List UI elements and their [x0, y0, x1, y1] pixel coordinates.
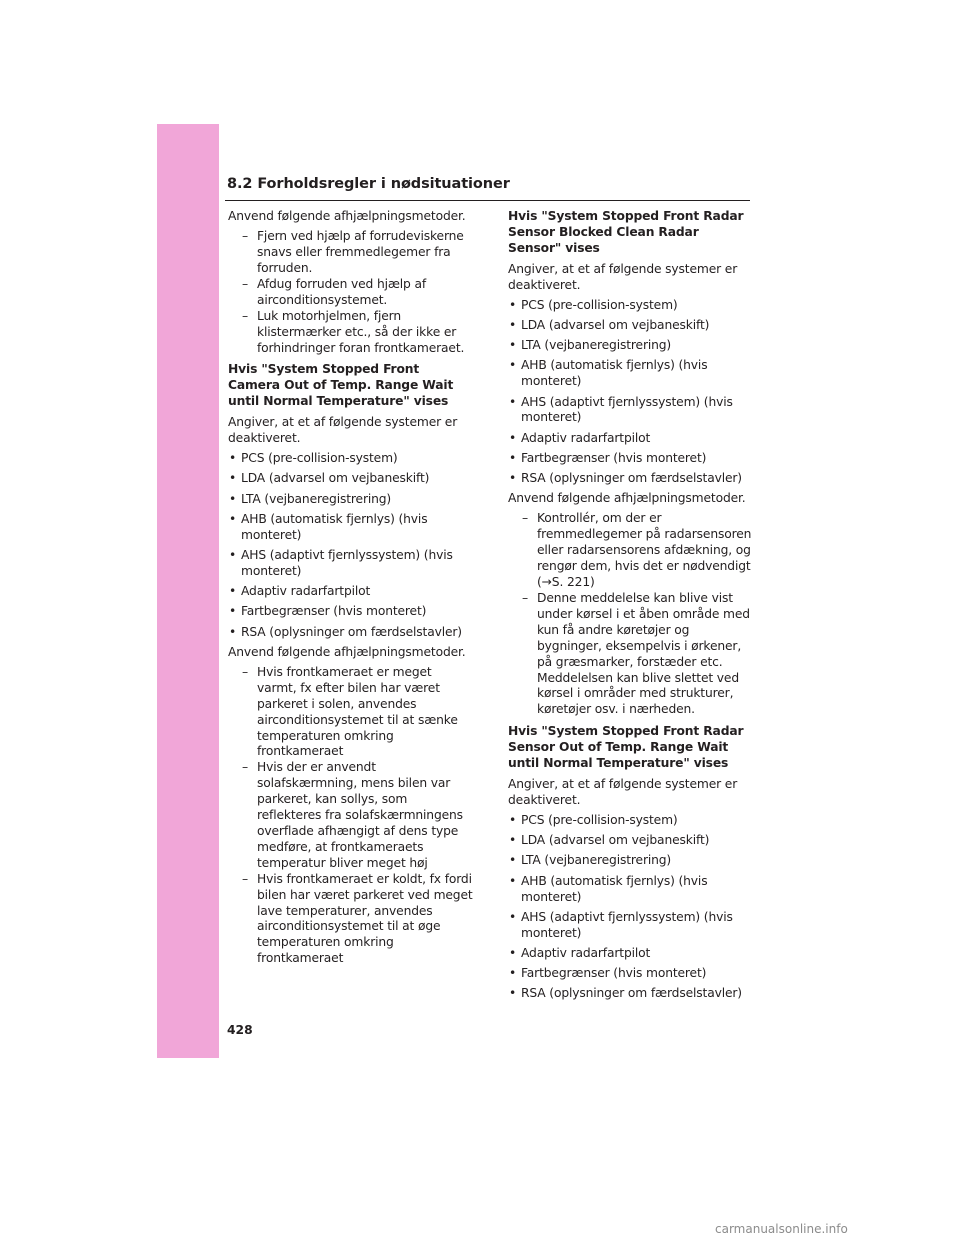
- bullet-mark: •: [229, 604, 237, 619]
- camera-temp-systems-list: [228, 451, 473, 640]
- dash-item-text: Denne meddelelse kan blive vist under kørsel i et åben område med kun få andre køretøjer og bygninger, eksempelvis i ørkener, på græsmarker, forstæder etc. Meddelelsen kan blive slettet ved kørsel i områder med strukturer, køretøjer osv. i nærheden.: [537, 591, 750, 717]
- bullet-mark: •: [229, 624, 237, 639]
- camera-temp-desc: Angiver, at et af følgende systemer er deaktiveret.: [228, 415, 458, 446]
- list-item: [508, 966, 753, 982]
- intro-text: Anvend følgende afhjælpningsmetoder.: [228, 209, 466, 223]
- list-item-text: RSA (oplysninger om færdselstavler): [521, 471, 742, 486]
- list-item-text: PCS (pre-collision-system): [521, 297, 678, 312]
- list-item: [508, 431, 753, 447]
- dash-item-text: Hvis frontkameraet er meget varmt, fx efter bilen har været parkeret i solen, anvendes airconditionsystemet til at sænke temperaturen omkring frontkameraet: [257, 664, 458, 759]
- list-item-text: LDA (advarsel om vejbaneskift): [241, 471, 430, 486]
- dash-mark: –: [522, 511, 528, 526]
- watermark-link[interactable]: carmanualsonline.info: [715, 1222, 848, 1236]
- radar-temp-desc: Angiver, at et af følgende systemer er deaktiveret.: [508, 776, 738, 807]
- dash-item: [508, 591, 753, 718]
- bullet-mark: •: [229, 451, 237, 466]
- dash-item: [228, 309, 473, 357]
- dash-item-text: Hvis der er anvendt solafskærmning, mens bilen var parkeret, kan sollys, som reflekteres fra solafskærmningens overflade afhængigt af dens type medføre, at frontkameraets temperatur bliver meget høj: [257, 760, 463, 870]
- list-item-text: AHB (automatisk fjernlys) (hvis monteret): [241, 511, 428, 542]
- list-item: [508, 813, 753, 829]
- list-item-text: Fartbegrænser (hvis monteret): [241, 604, 427, 619]
- bullet-mark: •: [509, 945, 517, 960]
- dash-item-text: Hvis frontkameraet er koldt, fx fordi bilen har været parkeret ved meget lave temperaturer, anvendes airconditionsystemet til at øge temperaturen omkring frontkameraet: [257, 871, 473, 966]
- camera-remedy-text: Anvend følgende afhjælpningsmetoder.: [228, 644, 466, 659]
- list-item: [508, 318, 753, 334]
- radar-blocked-heading: Hvis "System Stopped Front Radar Sensor Blocked Clean Radar Sensor" vises: [508, 209, 744, 255]
- dash-item-text: Luk motorhjelmen, fjern klistermærker etc., så der ikke er forhindringer foran frontkameraet.: [257, 308, 465, 355]
- dash-item-text: Fjern ved hjælp af forrudeviskerne snavs eller fremmedlegemer fra forruden.: [257, 229, 464, 276]
- radar-blocked-remedy-list: [508, 511, 753, 718]
- list-item: [508, 471, 753, 487]
- list-item-text: LTA (vejbaneregistrering): [241, 491, 392, 506]
- dash-item-text: Kontrollér, om der er fremmedlegemer på radarsensoren eller radarsensorens afdækning, og rengør dem, hvis det er nødvendigt (→S. 221): [537, 511, 752, 590]
- right-column: [508, 209, 753, 1007]
- list-item-text: AHB (automatisk fjernlys) (hvis monteret): [521, 873, 708, 904]
- list-item-text: Adaptiv radarfartpilot: [521, 945, 651, 960]
- list-item-text: AHS (adaptivt fjernlyssystem) (hvis monteret): [241, 548, 453, 578]
- list-item: [508, 946, 753, 962]
- list-item-text: Adaptiv radarfartpilot: [241, 584, 371, 599]
- bullet-mark: •: [229, 491, 237, 506]
- list-item: [508, 451, 753, 467]
- list-item-text: RSA (oplysninger om færdselstavler): [241, 624, 462, 639]
- bullet-mark: •: [509, 986, 517, 1001]
- bullet-mark: •: [509, 318, 517, 333]
- bullet-mark: •: [229, 471, 237, 486]
- list-item: [508, 298, 753, 314]
- list-item-text: PCS (pre-collision-system): [521, 813, 678, 828]
- dash-item-text: Afdug forruden ved hjælp af airconditionsystemet.: [257, 276, 427, 307]
- dash-item: [228, 760, 473, 871]
- list-item-text: LTA (vejbaneregistrering): [521, 338, 672, 353]
- bullet-mark: •: [509, 853, 517, 868]
- bullet-mark: •: [229, 548, 237, 562]
- bullet-mark: •: [509, 833, 517, 848]
- list-item: [228, 584, 473, 600]
- chapter-tab-sidebar: [157, 124, 219, 1058]
- dash-item: [228, 277, 473, 309]
- list-item-text: AHS (adaptivt fjernlyssystem) (hvis monteret): [521, 394, 733, 425]
- bullet-mark: •: [509, 430, 517, 445]
- dash-item: [228, 229, 473, 277]
- list-item: [508, 833, 753, 849]
- dash-mark: –: [242, 308, 248, 323]
- camera-temp-heading: Hvis "System Stopped Front Camera Out of Temp. Range Wait until Normal Temperature" vises: [228, 362, 454, 409]
- dash-mark: –: [242, 760, 248, 775]
- bullet-mark: •: [509, 297, 517, 312]
- dash-mark: –: [242, 871, 248, 886]
- bullet-mark: •: [229, 511, 237, 526]
- radar-blocked-desc: Angiver, at et af følgende systemer er deaktiveret.: [508, 261, 738, 292]
- list-item: [508, 395, 753, 427]
- dash-mark: –: [242, 276, 248, 291]
- radar-temp-heading: Hvis "System Stopped Front Radar Sensor Out of Temp. Range Wait until Normal Temperature" vises: [508, 724, 744, 771]
- section-divider: [225, 200, 750, 201]
- list-item: [228, 451, 473, 467]
- list-item-text: PCS (pre-collision-system): [241, 451, 398, 466]
- dash-item: [508, 511, 753, 591]
- list-item-text: Adaptiv radarfartpilot: [521, 430, 651, 445]
- bullet-mark: •: [509, 909, 517, 924]
- list-item-text: AHS (adaptivt fjernlyssystem) (hvis monteret): [521, 909, 733, 940]
- list-item: [508, 910, 753, 942]
- radar-temp-systems-list: [508, 813, 753, 1002]
- list-item: [228, 492, 473, 508]
- bullet-mark: •: [229, 584, 237, 599]
- dash-mark: –: [522, 591, 528, 605]
- bullet-mark: •: [509, 358, 517, 373]
- list-item: [228, 625, 473, 641]
- list-item: [228, 471, 473, 487]
- list-item-text: Fartbegrænser (hvis monteret): [521, 450, 707, 465]
- list-item: [508, 853, 753, 869]
- list-item-text: AHB (automatisk fjernlys) (hvis monteret): [521, 358, 708, 389]
- list-item: [508, 986, 753, 1002]
- dash-mark: –: [242, 229, 248, 244]
- list-item-text: LDA (advarsel om vejbaneskift): [521, 833, 710, 848]
- list-item-text: LTA (vejbaneregistrering): [521, 853, 672, 868]
- list-item: [228, 604, 473, 620]
- section-title: 8.2 Forholdsregler i nødsituationer: [227, 176, 510, 192]
- dash-mark: –: [242, 664, 248, 679]
- list-item: [508, 874, 753, 906]
- bullet-mark: •: [509, 338, 517, 353]
- list-item: [508, 338, 753, 354]
- bullet-mark: •: [509, 966, 517, 981]
- bullet-mark: •: [509, 394, 517, 409]
- dash-item: [228, 665, 473, 760]
- list-item-text: RSA (oplysninger om færdselstavler): [521, 986, 742, 1001]
- radar-blocked-systems-list: [508, 298, 753, 487]
- camera-remedy-list: [228, 665, 473, 967]
- list-item-text: Fartbegrænser (hvis monteret): [521, 966, 707, 981]
- page-number: 428: [227, 1023, 253, 1037]
- list-item: [228, 512, 473, 544]
- dash-item: [228, 872, 473, 967]
- list-item: [228, 548, 473, 580]
- radar-blocked-remedy: Anvend følgende afhjælpningsmetoder.: [508, 491, 746, 506]
- list-item-text: LDA (advarsel om vejbaneskift): [521, 318, 710, 333]
- bullet-mark: •: [509, 873, 517, 888]
- intro-dash-list: [228, 229, 473, 356]
- left-column: [228, 209, 473, 973]
- bullet-mark: •: [509, 450, 517, 465]
- list-item: [508, 358, 753, 390]
- bullet-mark: •: [509, 813, 517, 828]
- bullet-mark: •: [509, 471, 517, 486]
